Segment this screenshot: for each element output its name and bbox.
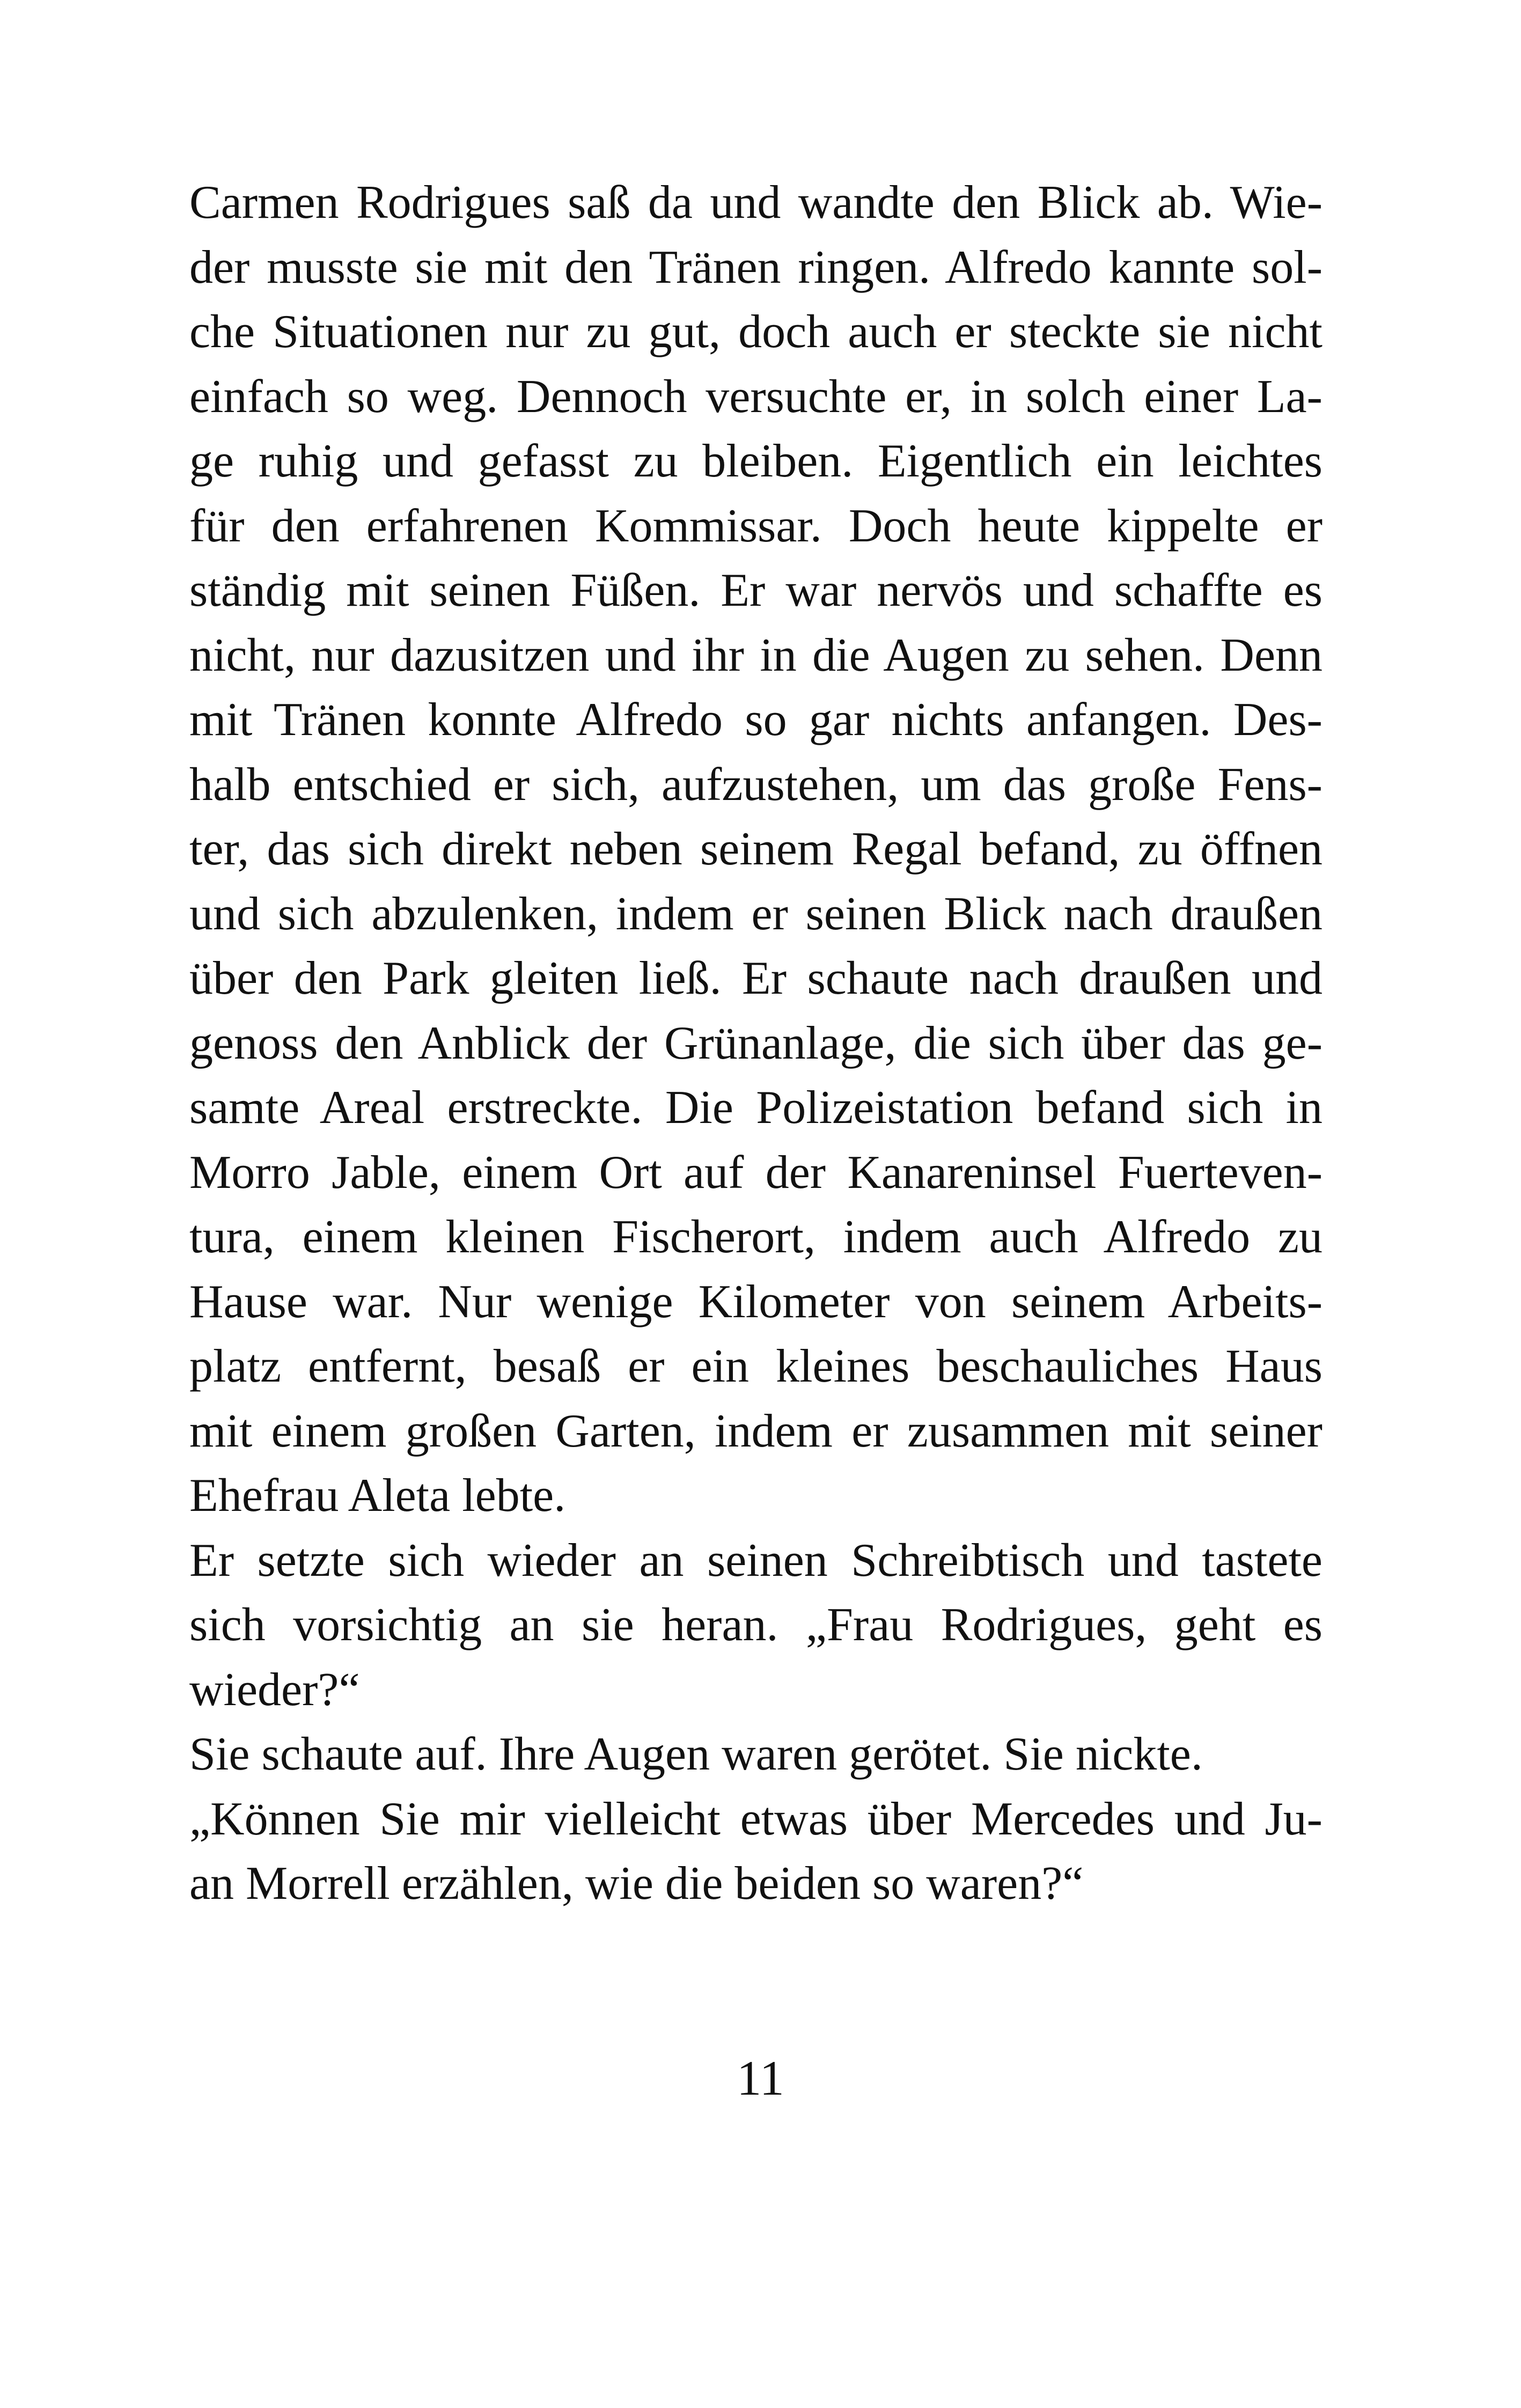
text-line: ter, das sich direkt neben seinem Regal befand, zu öffnen (189, 823, 1322, 875)
text-line: mit Tränen konnte Alfredo so gar nichts anfangen. Des- (189, 694, 1322, 746)
text-line: sich vorsichtig an sie heran. „Frau Rodrigues, geht es (189, 1599, 1322, 1651)
text-line: einfach so weg. Dennoch versuchte er, in solch einer La- (189, 370, 1322, 423)
text-line: und sich abzulenken, indem er seinen Blick nach draußen (189, 887, 1322, 940)
text-line: an Morrell erzählen, wie die beiden so waren?“ (189, 1858, 1084, 1910)
text-line: samte Areal erstreckte. Die Polizeistation befand sich in (189, 1082, 1322, 1134)
text-line: Hause war. Nur wenige Kilometer von seinem Arbeits- (189, 1275, 1322, 1328)
text-line: wieder?“ (189, 1663, 360, 1716)
text-line: genoss den Anblick der Grünanlage, die sich über das ge- (189, 1017, 1322, 1069)
paragraph (189, 171, 1322, 1529)
text-line: nicht, nur dazusitzen und ihr in die Augen zu sehen. Denn (189, 629, 1322, 681)
paragraph (189, 1787, 1322, 1917)
text-line: Carmen Rodrigues saß da und wandte den Blick ab. Wie- (189, 177, 1322, 229)
text-line: Sie schaute auf. Ihre Augen waren gerötet. Sie nickte. (189, 1728, 1203, 1780)
text-line: „Können Sie mir vielleicht etwas über Mercedes und Ju- (189, 1793, 1322, 1845)
text-line: ge ruhig und gefasst zu bleiben. Eigentlich ein leichtes (189, 435, 1322, 487)
text-line: halb entschied er sich, aufzustehen, um das große Fens- (189, 758, 1322, 811)
text-line: für den erfahrenen Kommissar. Doch heute kippelte er (189, 500, 1322, 552)
text-line: über den Park gleiten ließ. Er schaute nach draußen und (189, 952, 1322, 1004)
text-line: ständig mit seinen Füßen. Er war nervös und schaffte es (189, 564, 1322, 616)
text-line: tura, einem kleinen Fischerort, indem auch Alfredo zu (189, 1211, 1322, 1263)
text-line: mit einem großen Garten, indem er zusammen mit seiner (189, 1405, 1322, 1457)
text-line: Er setzte sich wieder an seinen Schreibtisch und tastete (189, 1534, 1322, 1587)
body-text (189, 171, 1322, 1917)
text-line: che Situationen nur zu gut, doch auch er steckte sie nicht (189, 306, 1322, 358)
paragraph (189, 1529, 1322, 1723)
text-line: Ehefrau Aleta lebte. (189, 1470, 566, 1522)
text-line: Morro Jable, einem Ort auf der Kanareninsel Fuerteven- (189, 1146, 1322, 1199)
paragraph (189, 1722, 1322, 1787)
text-line: der musste sie mit den Tränen ringen. Alfredo kannte sol- (189, 241, 1322, 293)
text-line: platz entfernt, besaß er ein kleines beschauliches Haus (189, 1340, 1322, 1392)
page-number: 11 (737, 2051, 784, 2105)
